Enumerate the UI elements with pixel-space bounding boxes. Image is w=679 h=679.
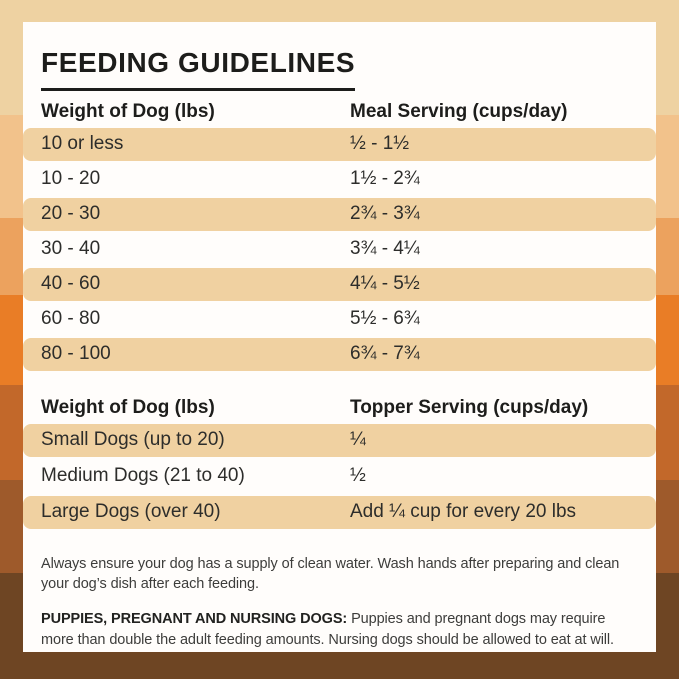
serving-cell: 5½ - 6¾	[350, 308, 420, 330]
weight-column-header: Weight of Dog (lbs)	[41, 396, 215, 418]
serving-cell: 6¾ - 7¾	[350, 343, 420, 365]
table-row	[23, 303, 656, 336]
weight-cell: 60 - 80	[41, 308, 101, 330]
feeding-guidelines-card	[23, 22, 656, 652]
puppies-note	[41, 609, 636, 650]
topper-serving-column-header: Topper Serving (cups/day)	[350, 396, 589, 418]
table-row	[23, 128, 656, 161]
table-row	[23, 424, 656, 457]
table-row	[23, 338, 656, 371]
weight-cell: Large Dogs (over 40)	[41, 501, 221, 523]
weight-cell: Medium Dogs (21 to 40)	[41, 465, 245, 487]
weight-cell: Small Dogs (up to 20)	[41, 429, 225, 451]
serving-cell: ½	[350, 465, 366, 487]
table-row	[23, 233, 656, 266]
weight-cell: 10 or less	[41, 133, 124, 155]
serving-cell: 1½ - 2¾	[350, 168, 420, 190]
table-row	[23, 460, 656, 493]
table-row	[23, 496, 656, 529]
footnotes	[23, 554, 656, 650]
page-title: FEEDING GUIDELINES	[41, 48, 355, 91]
weight-cell: 80 - 100	[41, 343, 111, 365]
weight-column-header: Weight of Dog (lbs)	[41, 100, 215, 122]
clean-water-note: Always ensure your dog has a supply of clean water. Wash hands after preparing and clean your dog’s dish after each feeding.	[41, 555, 620, 593]
weight-cell: 10 - 20	[41, 168, 101, 190]
puppies-note-label: PUPPIES, PREGNANT AND NURSING DOGS:	[41, 610, 348, 627]
weight-cell: 30 - 40	[41, 238, 101, 260]
table-row	[23, 198, 656, 231]
meal-serving-column-header: Meal Serving (cups/day)	[350, 100, 568, 122]
serving-cell: ¼	[350, 429, 366, 451]
serving-cell: 2¾ - 3¾	[350, 203, 420, 225]
puppies-note-text: Puppies and pregnant dogs may require more than double the adult feeding amounts. Nursing dogs should be allowed to eat at will.	[41, 610, 614, 648]
topper-table-header	[23, 396, 656, 420]
meal-table	[23, 128, 656, 371]
serving-cell: 3¾ - 4¼	[350, 238, 420, 260]
serving-cell: 4¼ - 5½	[350, 273, 420, 295]
meal-table-header	[23, 100, 656, 124]
serving-cell: Add ¼ cup for every 20 lbs	[350, 501, 577, 523]
table-row	[23, 268, 656, 301]
weight-cell: 20 - 30	[41, 203, 101, 225]
table-row	[23, 163, 656, 196]
weight-cell: 40 - 60	[41, 273, 101, 295]
serving-cell: ½ - 1½	[350, 133, 410, 155]
topper-table	[23, 424, 656, 529]
